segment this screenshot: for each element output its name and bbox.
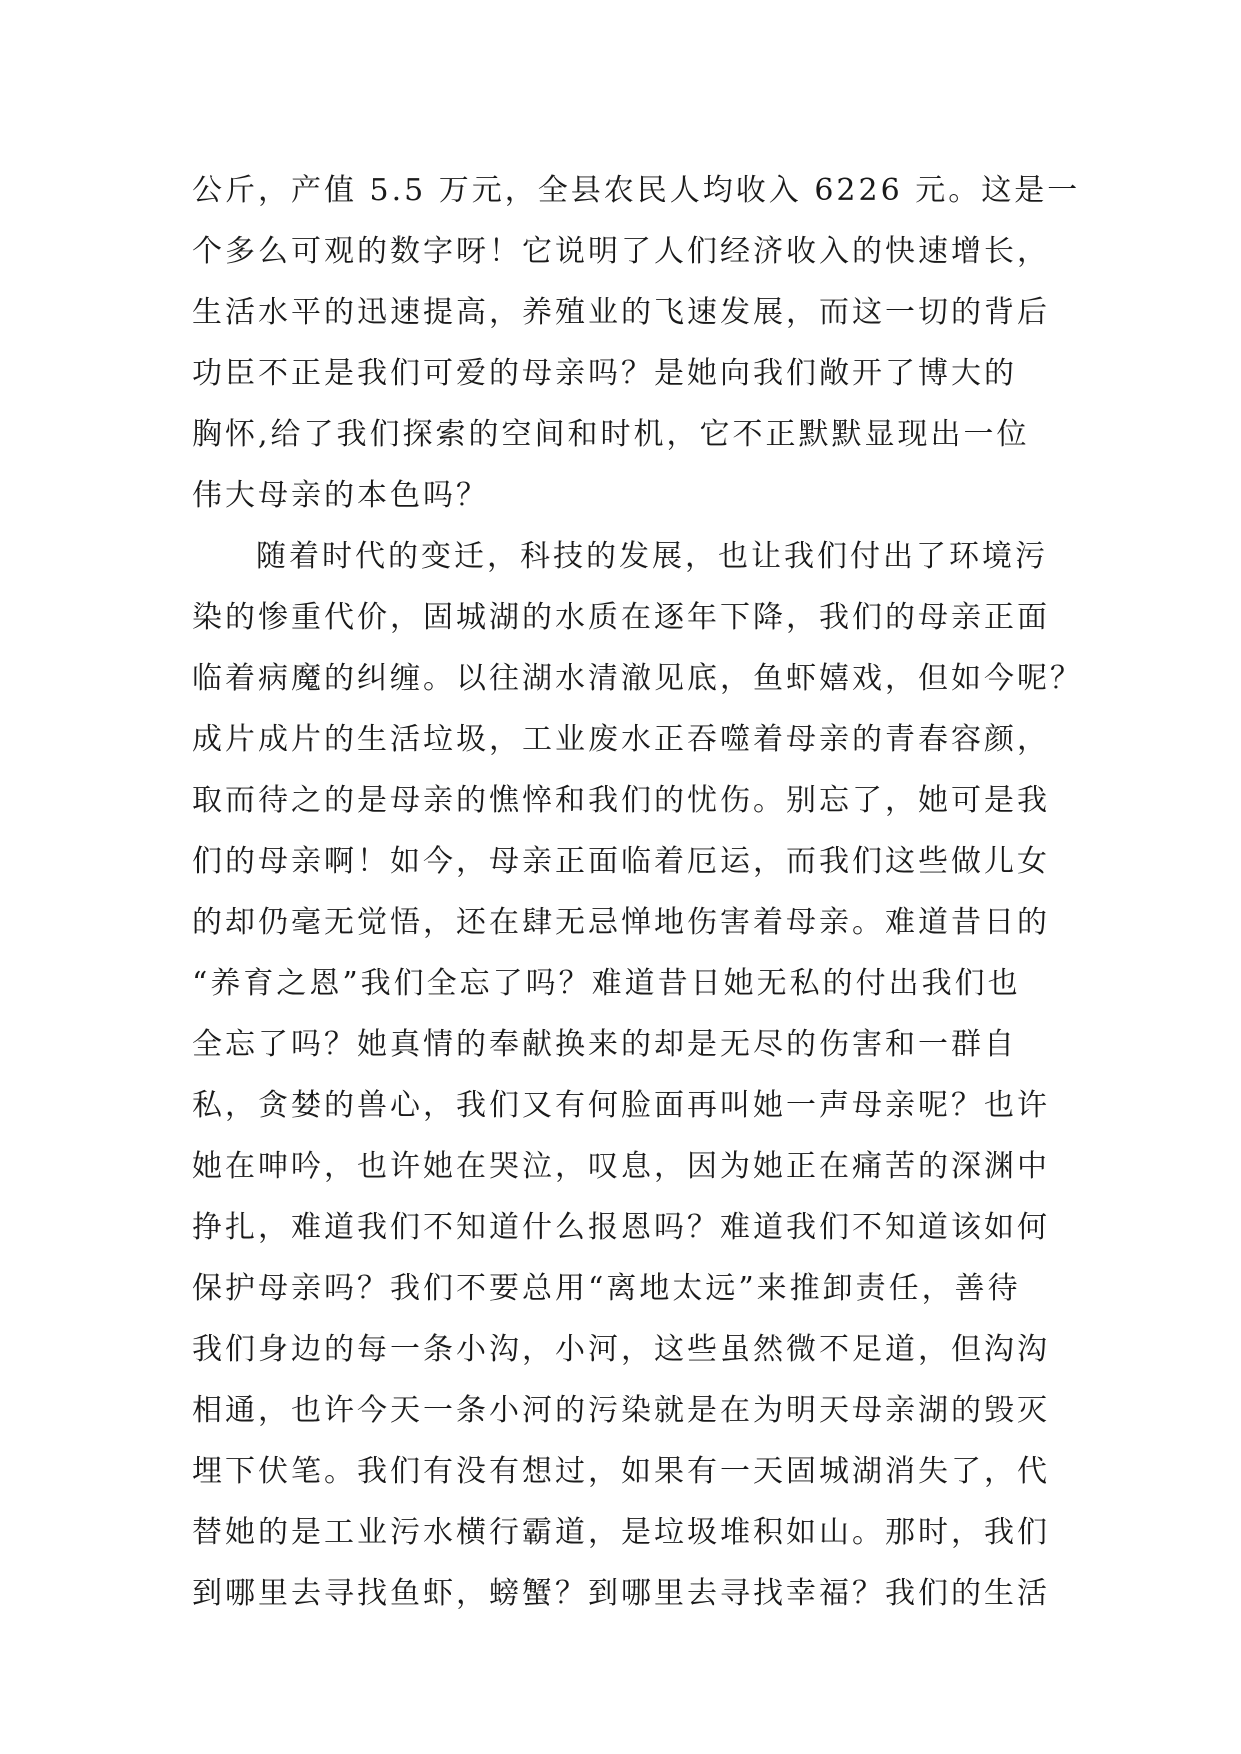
text-line: 们的母亲啊！如今，母亲正面临着厄运，而我们这些做儿女 [192, 844, 1050, 879]
text-line: 胸怀,给了我们探索的空间和时机，它不正默默显现出一位 [192, 417, 1030, 452]
text-line: 挣扎，难道我们不知道什么报恩吗？难道我们不知道该如何 [192, 1210, 1050, 1245]
text-line: 到哪里去寻找鱼虾，螃蟹？到哪里去寻找幸福？我们的生活 [192, 1576, 1050, 1611]
text-line: 染的惨重代价，固城湖的水质在逐年下降，我们的母亲正面 [192, 600, 1050, 635]
body-text [192, 160, 1083, 1624]
text-line: 伟大母亲的本色吗？ [192, 478, 489, 513]
text-line: 公斤，产值 5.5 万元，全县农民人均收入 6226 元。这是一 [192, 173, 1081, 208]
text-line: 取而待之的是母亲的憔悴和我们的忧伤。别忘了，她可是我 [192, 783, 1050, 818]
text-line: 的却仍毫无觉悟，还在肆无忌惮地伤害着母亲。难道昔日的 [192, 905, 1050, 940]
text-line: 生活水平的迅速提高，养殖业的飞速发展，而这一切的背后 [192, 295, 1050, 330]
text-line: 替她的是工业污水横行霸道，是垃圾堆积如山。那时，我们 [192, 1515, 1050, 1550]
text-line: 临着病魔的纠缠。以往湖水清澈见底，鱼虾嬉戏，但如今呢？ [192, 661, 1083, 696]
text-line: 我们身边的每一条小沟，小河，这些虽然微不足道，但沟沟 [192, 1332, 1050, 1367]
text-line: 保护母亲吗？我们不要总用“离地太远”来推卸责任，善待 [192, 1271, 1021, 1306]
text-line: 个多么可观的数字呀！它说明了人们经济收入的快速增长， [192, 234, 1050, 269]
text-line: 她在呻吟，也许她在哭泣，叹息，因为她正在痛苦的深渊中 [192, 1149, 1050, 1184]
text-line: 功臣不正是我们可爱的母亲吗？是她向我们敞开了博大的 [192, 356, 1017, 391]
paragraph-first-line: 随着时代的变迁，科技的发展，也让我们付出了环境污 [256, 539, 1048, 574]
text-line: 相通，也许今天一条小河的污染就是在为明天母亲湖的毁灭 [192, 1393, 1050, 1428]
text-line: 成片成片的生活垃圾，工业废水正吞噬着母亲的青春容颜， [192, 722, 1050, 757]
text-line: 全忘了吗？她真情的奉献换来的却是无尽的伤害和一群自 [192, 1027, 1017, 1062]
text-line: “养育之恩”我们全忘了吗？难道昔日她无私的付出我们也 [192, 966, 1021, 1001]
text-line: 私，贪婪的兽心，我们又有何脸面再叫她一声母亲呢？也许 [192, 1088, 1050, 1123]
text-line: 埋下伏笔。我们有没有想过，如果有一天固城湖消失了，代 [192, 1454, 1050, 1489]
